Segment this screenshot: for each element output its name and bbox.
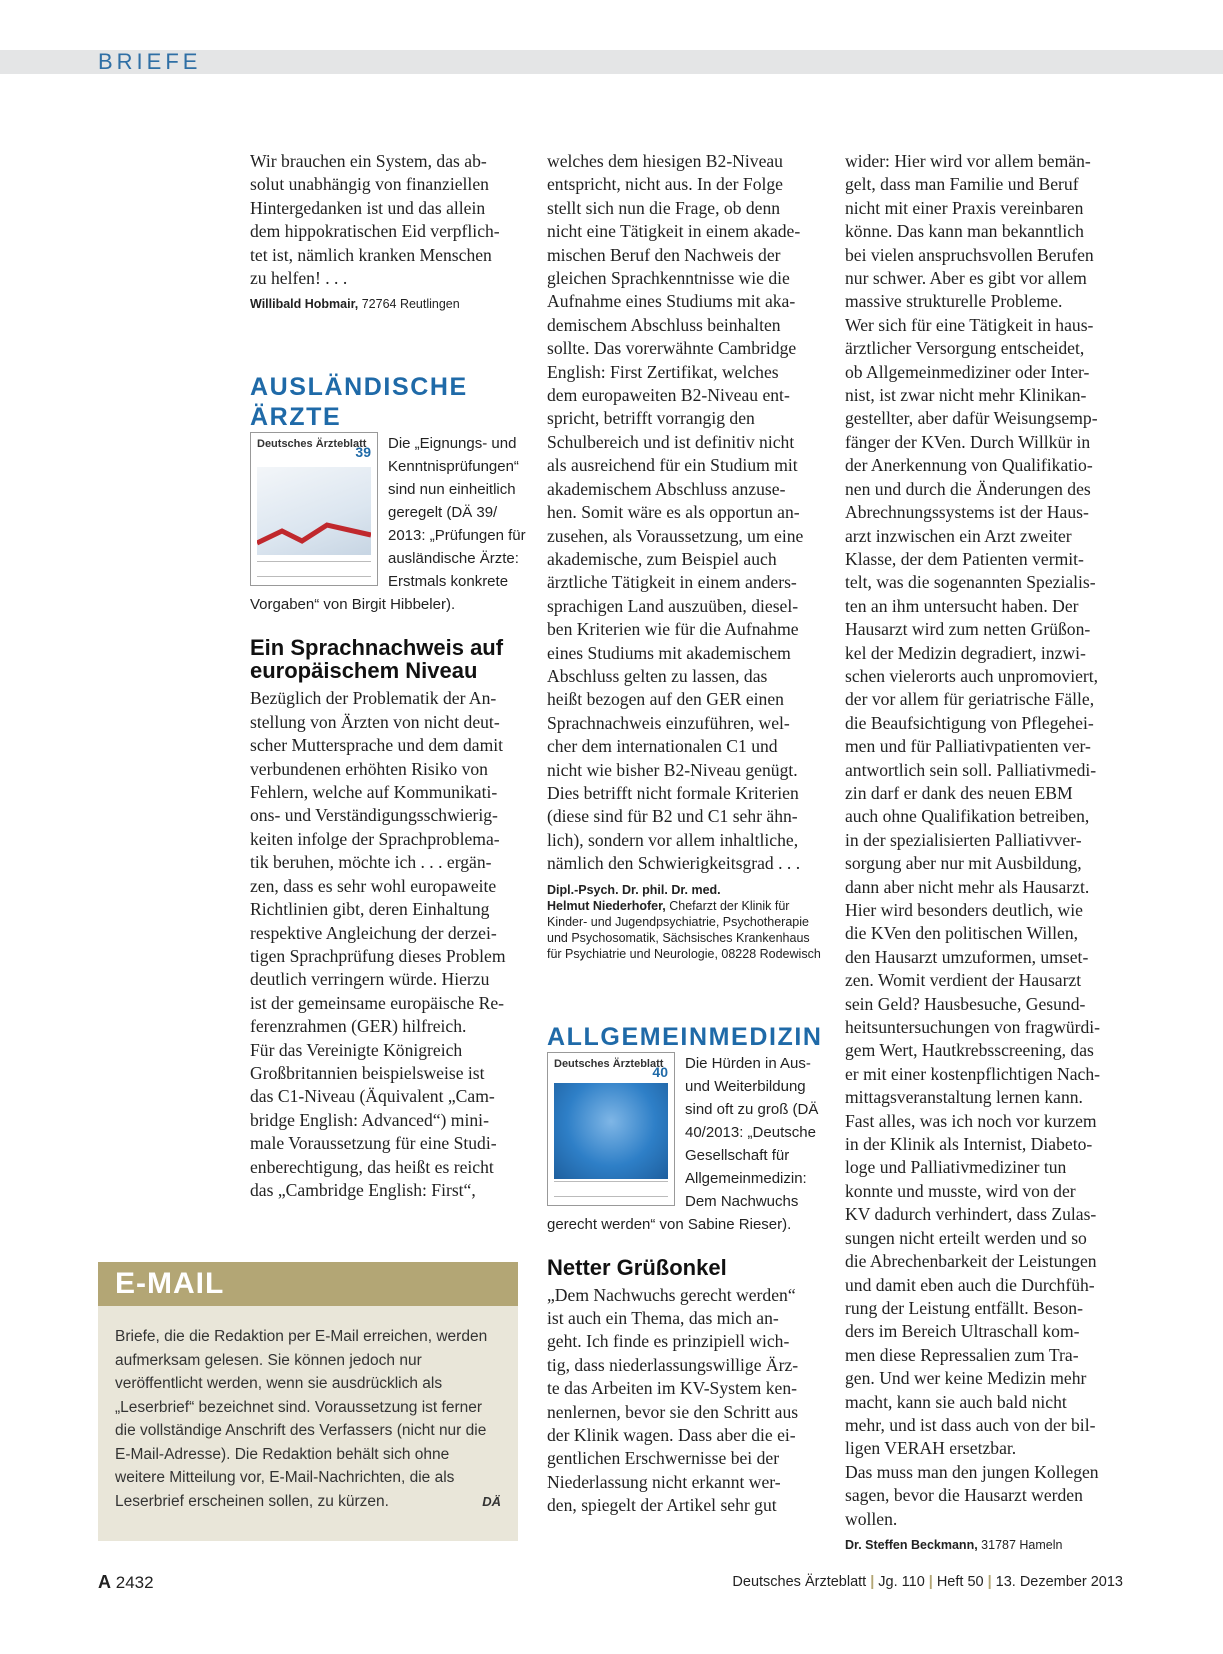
text-line: Schulbereich und ist definitiv nicht bbox=[547, 431, 795, 452]
email-box-title: E-MAIL bbox=[98, 1262, 518, 1306]
letter-2-headline: Ein Sprachnachweis auf europäischem Niveau bbox=[250, 635, 504, 684]
text-line: ferenzrahmen (GER) hilfreich. bbox=[250, 1016, 467, 1037]
text-line: nicht wie bisher B2-Niveau genügt. bbox=[547, 759, 798, 780]
author-name: Willibald Hobmair, bbox=[250, 297, 359, 312]
text-line: nicht eine Tätigkeit in einem akade- bbox=[547, 221, 801, 242]
text-line: sollte. Das vorerwähnte Cambridge bbox=[547, 338, 797, 359]
text-line: spricht, betrifft vorrangig den bbox=[547, 408, 755, 429]
text-line: den Hausarzt umzuformen, umset- bbox=[845, 946, 1089, 967]
text-line: nur schwer. Aber es gibt vor allem bbox=[845, 268, 1087, 289]
reference-block-2 bbox=[547, 1052, 825, 1236]
text-line: (diese sind für B2 und C1 sehr ähn- bbox=[547, 806, 798, 827]
letter-1-text bbox=[250, 150, 528, 290]
text-line: heitsuntersuchungen von fragwürdi- bbox=[845, 1017, 1101, 1038]
text-line: keiten infolge der Sprachproblema- bbox=[250, 828, 500, 849]
text-line: und damit eben auch die Durchfüh- bbox=[845, 1274, 1095, 1295]
author-place: 72764 Reutlingen bbox=[358, 297, 460, 312]
text-line: Wer sich für eine Tätigkeit in haus- bbox=[845, 314, 1094, 335]
text-line: das „Cambridge English: First“, bbox=[250, 1179, 476, 1200]
letter-2-text bbox=[250, 687, 528, 1202]
text-line: deutlich verringern würde. Hierzu bbox=[250, 969, 490, 990]
text-line: mittagsveranstaltung lernen kann. bbox=[845, 1087, 1083, 1108]
text-line: tik beruhen, möchte ich . . . ergän- bbox=[250, 852, 492, 873]
text-line: zen, dass es sehr wohl europaweite bbox=[250, 875, 497, 896]
text-line: fänger der KVen. Durch Willkür in bbox=[845, 431, 1091, 452]
text-line: Fehlern, welche auf Kommunikati- bbox=[250, 782, 498, 803]
text-line: gestellter, aber dafür Weisungsemp- bbox=[845, 408, 1098, 429]
text-line: zusehen, als Voraussetzung, um eine bbox=[547, 525, 804, 546]
email-notice: Briefe, die die Redaktion per E-Mail erreichen, werden aufmerksam gelesen. Sie können jedoch nur veröffentlicht werden, wenn sie ausdrücklich als „Leserbrief“ bezeichnet sind. Voraussetzung ist ferner die vollständige Anschrift des Verfassers (nicht nur die E-Mail-Adresse). Die Redaktion behält sich ohne weitere Mitteilung vor, E-Mail-Nachrichten, die als Leserbrief erscheinen sollen, zu kürzen. bbox=[115, 1328, 488, 1510]
text-line: konnte und musste, wird von der bbox=[845, 1180, 1076, 1201]
author-name: Dr. Steffen Beckmann, bbox=[845, 1537, 978, 1552]
text-line: bei vielen anspruchsvollen Berufen bbox=[845, 244, 1094, 265]
text-line: eines Studiums mit akademischem bbox=[547, 642, 791, 663]
text-line: Abrechnungssystems ist der Haus- bbox=[845, 502, 1089, 523]
text-line: sagen, bevor die Hausarzt werden bbox=[845, 1485, 1083, 1506]
text-line: akademische, zum Beispiel auch bbox=[547, 548, 777, 569]
text-line: nicht mit einer Praxis vereinbaren bbox=[845, 197, 1084, 218]
text-line: ist der gemeinsame europäische Re- bbox=[250, 992, 505, 1013]
text-line: ten an ihm untersucht haben. Der bbox=[845, 595, 1079, 616]
page-number bbox=[98, 1572, 154, 1593]
cover-issue-number: 40 bbox=[652, 1063, 668, 1080]
letter-3-text bbox=[547, 1284, 825, 1518]
email-box-text bbox=[98, 1306, 518, 1513]
letter-2-continued-text bbox=[547, 150, 825, 876]
text-line: English: First Zertifikat, welches bbox=[547, 361, 779, 382]
text-line: Für das Vereinigte Königreich bbox=[250, 1039, 463, 1060]
cover-issue-number: 39 bbox=[355, 444, 371, 461]
text-line: scher Muttersprache und dem damit bbox=[250, 735, 504, 756]
text-line: KV dadurch verhindert, dass Zulas- bbox=[845, 1204, 1097, 1225]
text-line: „Dem Nachwuchs gerecht werden“ bbox=[547, 1284, 796, 1305]
text-line: Dies betrifft nicht formale Kriterien bbox=[547, 782, 799, 803]
text-line: ob Allgemeinmediziner oder Inter- bbox=[845, 361, 1090, 382]
text-line: Niederlassung nicht erkannt wer- bbox=[547, 1471, 781, 1492]
journal-issue: Heft 50 bbox=[936, 1574, 984, 1590]
text-line: mischen Beruf den Nachweis der bbox=[547, 244, 781, 265]
text-line: sungen nicht erteilt werden und so bbox=[845, 1227, 1087, 1248]
text-line: akademischem Abschluss anzuse- bbox=[547, 478, 786, 499]
footer-publication-info: Deutsches Ärzteblatt | Jg. 110 | Heft 50 | 13. Dezember 2013 bbox=[732, 1574, 1123, 1590]
text-line: arzt inzwischen ein Arzt zweiter bbox=[845, 525, 1072, 546]
column-1 bbox=[250, 150, 528, 1202]
text-line: male Voraussetzung für eine Studi- bbox=[250, 1133, 497, 1154]
text-line: enberechtigung, das heißt es reicht bbox=[250, 1156, 494, 1177]
letter-3-continued-text bbox=[845, 150, 1123, 1531]
journal-name: Deutsches Ärzteblatt bbox=[732, 1574, 867, 1590]
text-line: rung der Leistung entfällt. Beson- bbox=[845, 1297, 1083, 1318]
text-line: in der Klinik als Internist, Diabeto- bbox=[845, 1134, 1093, 1155]
text-line: verbundenen erhöhten Risiko von bbox=[250, 758, 488, 779]
text-line: er mit einer kostenpflichtigen Nach- bbox=[845, 1063, 1101, 1084]
text-line: telt, was die sogenannten Spezialis- bbox=[845, 572, 1096, 593]
letter-1-signature bbox=[250, 296, 528, 312]
text-line: Klasse, der dem Patienten vermit- bbox=[845, 548, 1084, 569]
text-line: gleichen Sprachkenntnisse wie die bbox=[547, 268, 790, 289]
author-name: Helmut Niederhofer, bbox=[547, 898, 666, 913]
text-line: ben Kriterien wie für die Aufnahme bbox=[547, 619, 799, 640]
journal-volume: Jg. 110 bbox=[878, 1574, 925, 1590]
magazine-cover-thumbnail bbox=[250, 432, 378, 586]
text-line: gelt, dass man Familie und Beruf bbox=[845, 174, 1079, 195]
text-line: entspricht, nicht aus. In der Folge bbox=[547, 174, 783, 195]
text-line: wollen. bbox=[845, 1508, 898, 1529]
reference-block-1 bbox=[250, 432, 528, 616]
text-line: welches dem hiesigen B2-Niveau bbox=[547, 151, 783, 171]
text-line: cher dem internationalen C1 und bbox=[547, 736, 778, 757]
text-line: Aufnahme eines Studiums mit aka- bbox=[547, 291, 796, 312]
text-line: die Beaufsichtigung von Pflegehei- bbox=[845, 712, 1094, 733]
text-line: zin darf er dank des neuen EBM bbox=[845, 782, 1073, 803]
author-title: Dipl.-Psych. Dr. phil. Dr. med. bbox=[547, 882, 721, 897]
text-line: stellung von Ärzten von nicht deut- bbox=[250, 711, 500, 732]
text-line: gen. Und wer keine Medizin mehr bbox=[845, 1368, 1087, 1389]
text-line: stellt sich nun die Frage, ob denn bbox=[547, 197, 781, 218]
text-line: men und für Palliativpatienten ver- bbox=[845, 736, 1091, 757]
text-line: men diese Repressalien zum Tra- bbox=[845, 1344, 1079, 1365]
text-line: nist, ist zwar nicht mehr Klinikan- bbox=[845, 385, 1087, 406]
text-line: antwortlich sein soll. Palliativmedi- bbox=[845, 759, 1097, 780]
cover-footer-lines bbox=[554, 1181, 668, 1197]
text-line: nämlich den Schwierigkeitsgrad . . . bbox=[547, 853, 801, 874]
text-line: dem hippokratischen Eid verpflich- bbox=[250, 221, 500, 242]
text-line: respektive Angleichung der derzei- bbox=[250, 922, 497, 943]
column-3 bbox=[845, 150, 1123, 1553]
magazine-cover-thumbnail bbox=[547, 1052, 675, 1206]
text-line: Wir brauchen ein System, das ab- bbox=[250, 151, 487, 171]
email-signature: DÄ bbox=[482, 1493, 501, 1509]
text-line: sprachigen Land auszuüben, diesel- bbox=[547, 595, 799, 616]
cover-chart-icon bbox=[257, 513, 371, 553]
text-line: loge und Palliativmediziner tun bbox=[845, 1157, 1067, 1178]
text-line: Großbritannien beispielsweise ist bbox=[250, 1062, 485, 1083]
cover-artwork bbox=[554, 1083, 668, 1179]
text-line: sein Geld? Hausbesuche, Gesund- bbox=[845, 993, 1086, 1014]
text-line: demischem Abschluss beinhalten bbox=[547, 314, 781, 335]
text-line: Hier wird besonders deutlich, wie bbox=[845, 900, 1083, 920]
text-line: ons- und Verständigungsschwierig- bbox=[250, 805, 498, 826]
text-line: die Abrechenbarkeit der Leistungen bbox=[845, 1251, 1097, 1272]
text-line: Das muss man den jungen Kollegen bbox=[845, 1461, 1099, 1482]
text-line: tet ist, nämlich kranken Menschen bbox=[250, 244, 492, 265]
author-affiliation: Chefarzt der Klinik für Kinder- und Jugendpsychiatrie, Psychotherapie und Psychosomatik, Sächsisches Krankenhaus für Psychiatrie und Neurologie, 08228 Rodewisch bbox=[547, 898, 821, 961]
column-2 bbox=[547, 150, 825, 1518]
text-line: te das Arbeiten im KV-System ken- bbox=[547, 1378, 798, 1399]
text-line: hen. Somit wäre es als opportun an- bbox=[547, 502, 800, 523]
text-line: Sprachnachweis einzuführen, wel- bbox=[547, 712, 790, 733]
text-line: ligen VERAH ersetzbar. bbox=[845, 1438, 1017, 1459]
reference-text-1: Die „Eignungs- und Kenntnisprüfungen“ sind nun einheitlich geregelt (DÄ 39/ 2013: „Prüfungen für ausländische Ärzte: Erstmals konkrete Vorgaben“ von Birgit Hibbeler). bbox=[250, 435, 526, 614]
text-line: nenlernen, bevor sie den Schritt aus bbox=[547, 1401, 799, 1422]
text-line: mehr, und ist dass auch von der bil- bbox=[845, 1414, 1096, 1435]
text-line: die KVen den politischen Willen, bbox=[845, 923, 1079, 944]
text-line: kel der Medizin degradiert, inzwi- bbox=[845, 642, 1086, 663]
cover-footer-lines bbox=[257, 561, 371, 577]
text-line: ärztlicher Versorgung entscheidet, bbox=[845, 338, 1085, 359]
text-line: Richtlinien gibt, deren Einhaltung bbox=[250, 899, 490, 920]
text-line: dann aber nicht mehr als Hausarzt. bbox=[845, 876, 1090, 897]
topic-heading-auslaendische-aerzte: AUSLÄNDISCHE ÄRZTE bbox=[250, 373, 468, 432]
text-line: schen vielerorts auch unpromoviert, bbox=[845, 665, 1099, 686]
text-line: den, spiegelt der Artikel sehr gut bbox=[547, 1495, 777, 1516]
text-line: wider: Hier wird vor allem bemän- bbox=[845, 151, 1091, 171]
journal-date: 13. Dezember 2013 bbox=[995, 1574, 1123, 1590]
page-prefix: A bbox=[98, 1572, 111, 1592]
text-line: der Anerkennung von Qualifikatio- bbox=[845, 455, 1093, 476]
text-line: tig, dass niederlassungswillige Ärz- bbox=[547, 1354, 799, 1375]
text-line: zen. Womit verdient der Hausarzt bbox=[845, 970, 1082, 991]
text-line: ders im Bereich Ultraschall kom- bbox=[845, 1321, 1080, 1342]
text-line: Bezüglich der Problematik der An- bbox=[250, 688, 497, 709]
text-line: dem europaweiten B2-Niveau ent- bbox=[547, 385, 790, 406]
text-line: lich), sondern vor allem inhaltliche, bbox=[547, 829, 799, 850]
email-info-box bbox=[98, 1262, 518, 1541]
text-line: der vor allem für geriatrische Fälle, bbox=[845, 689, 1095, 710]
cover-masthead: Deutsches Ärzteblatt bbox=[257, 438, 367, 451]
author-place: 31787 Hameln bbox=[977, 1537, 1063, 1552]
text-line: könne. Das kann man bekanntlich bbox=[845, 221, 1084, 242]
text-line: sorgung aber nur mit Ausbildung, bbox=[845, 853, 1082, 874]
text-line: Hausarzt wird zum netten Grüßon- bbox=[845, 619, 1091, 640]
topic-heading-allgemeinmedizin: ALLGEMEINMEDIZIN bbox=[547, 1022, 823, 1051]
text-line: zu helfen! . . . bbox=[250, 268, 348, 289]
text-line: bridge English: Advanced“) mini- bbox=[250, 1109, 489, 1130]
text-line: Fast alles, was ich noch vor kurzem bbox=[845, 1110, 1097, 1131]
text-line: heißt bezogen auf den GER einen bbox=[547, 689, 784, 710]
text-line: ist auch ein Thema, das mich an- bbox=[547, 1308, 779, 1328]
letter-3-headline: Netter Grüßonkel bbox=[547, 1254, 727, 1280]
letter-3-signature bbox=[845, 1537, 1123, 1553]
text-line: macht, kann sie auch bald nicht bbox=[845, 1391, 1067, 1412]
text-line: Abschluss gelten zu lassen, das bbox=[547, 665, 768, 686]
text-line: nen und durch die Änderungen des bbox=[845, 478, 1091, 499]
letter-2-signature bbox=[547, 882, 825, 962]
text-line: Hintergedanken ist und das allein bbox=[250, 197, 486, 218]
text-line: ärztliche Tätigkeit in einem anders- bbox=[547, 572, 797, 593]
text-line: das C1-Niveau (Äquivalent „Cam- bbox=[250, 1086, 495, 1107]
page-number-value: 2432 bbox=[115, 1573, 154, 1592]
reference-text-2: Die Hürden in Aus- und Weiterbildung sind oft zu groß (DÄ 40/2013: „Deutsche Gesellschaft für Allgemeinmedizin: Dem Nachwuchs gerecht werden“ von Sabine Rieser). bbox=[547, 1054, 819, 1233]
section-label: BRIEFE bbox=[98, 49, 202, 74]
text-line: massive strukturelle Probleme. bbox=[845, 291, 1063, 312]
text-line: als ausreichend für ein Studium mit bbox=[547, 455, 798, 476]
text-line: solut unabhängig von finanziellen bbox=[250, 174, 489, 195]
text-line: gem Wert, Hautkrebsscreening, das bbox=[845, 1040, 1094, 1061]
text-line: in der spezialisierten Palliativver- bbox=[845, 829, 1082, 850]
text-line: gentlichen Erschwernisse bei der bbox=[547, 1448, 780, 1469]
text-line: der Klinik wagen. Dass aber die ei- bbox=[547, 1425, 796, 1446]
text-line: geht. Ich finde es prinzipiell wich- bbox=[547, 1331, 790, 1352]
cover-masthead: Deutsches Ärzteblatt bbox=[554, 1057, 664, 1070]
text-line: auch ohne Qualifikation betreiben, bbox=[845, 806, 1090, 827]
text-line: tigen Sprachprüfung dieses Problem bbox=[250, 945, 506, 966]
